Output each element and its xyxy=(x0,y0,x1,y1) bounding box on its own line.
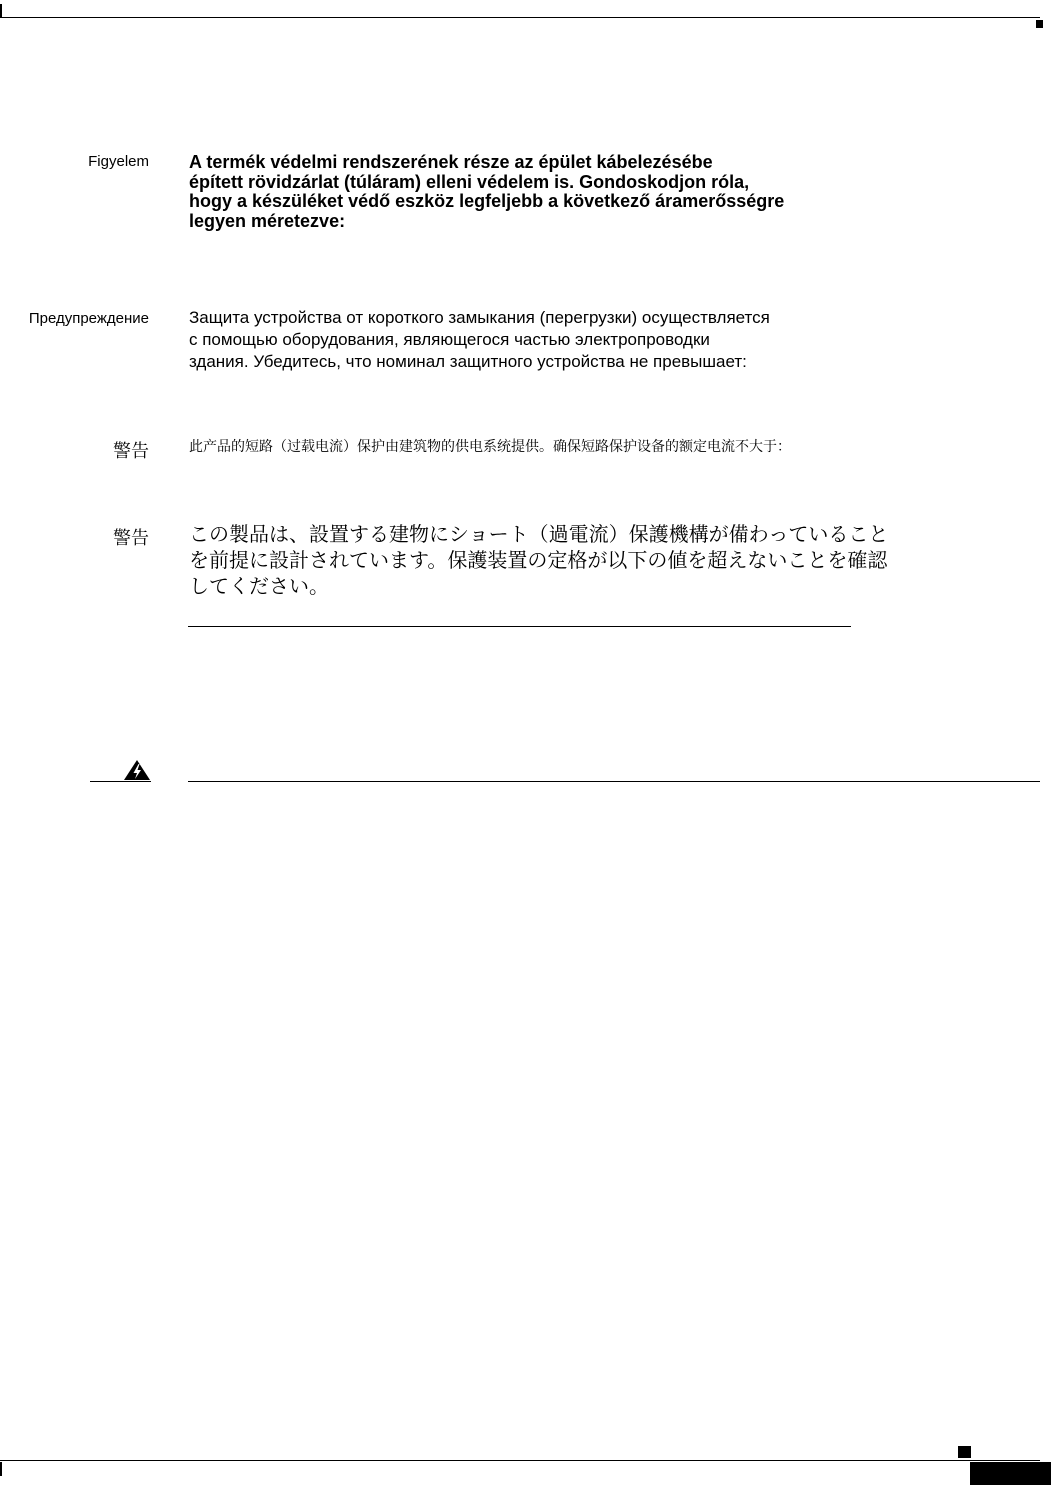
warning-triangle-icon xyxy=(123,759,151,781)
warning-label-hungarian: Figyelem xyxy=(88,153,149,170)
warning-section-rule xyxy=(188,781,1040,782)
footer-rule xyxy=(0,1460,1040,1461)
header-corner-mark xyxy=(1036,20,1043,28)
text-line: を前提に設計されています。保護装置の定格が以下の値を超えないことを確認 xyxy=(189,548,888,572)
text-line: A termék védelmi rendszerének része az épület kábelezésébe xyxy=(189,152,713,172)
footer-left-tick xyxy=(0,1462,2,1476)
warning-text-russian xyxy=(189,307,770,373)
warning-label-chinese: 警告 xyxy=(113,441,149,462)
text-line: してください。 xyxy=(189,574,329,598)
text-line: здания. Убедитесь, что номинал защитного устройства не превышает: xyxy=(189,352,747,371)
text-line: この製品は、設置する建物にショート（過電流）保護機構が備わっていること xyxy=(189,522,889,546)
header-left-tick xyxy=(0,4,2,17)
warning-icon-underline xyxy=(90,781,151,782)
text-line: épített rövidzárlat (túláram) elleni védelem is. Gondoskodjon róla, xyxy=(189,171,750,192)
warning-text-japanese xyxy=(189,521,888,599)
warning-text-chinese xyxy=(189,437,791,457)
text-line: Защита устройства от короткого замыкания (перегрузки) осуществляется xyxy=(189,308,770,327)
warning-label-japanese: 警告 xyxy=(113,528,149,549)
text-line: hogy a készüléket védő eszköz legfeljebb a következő áramerősségre xyxy=(189,191,785,211)
warning-label-russian: Предупреждение xyxy=(28,310,149,327)
text-line: с помощью оборудования, являющегося частью электропроводки xyxy=(189,330,710,349)
page-number-box xyxy=(970,1462,1051,1485)
warning-text-hungarian xyxy=(189,153,784,231)
text-line: legyen méretezve: xyxy=(189,210,346,231)
footer-corner-mark xyxy=(958,1446,971,1458)
header-rule xyxy=(0,17,1040,18)
text-line: 此产品的短路（过载电流）保护由建筑物的供电系统提供。确保短路保护设备的额定电流不大于： xyxy=(189,439,791,455)
warning-end-rule xyxy=(188,626,851,627)
